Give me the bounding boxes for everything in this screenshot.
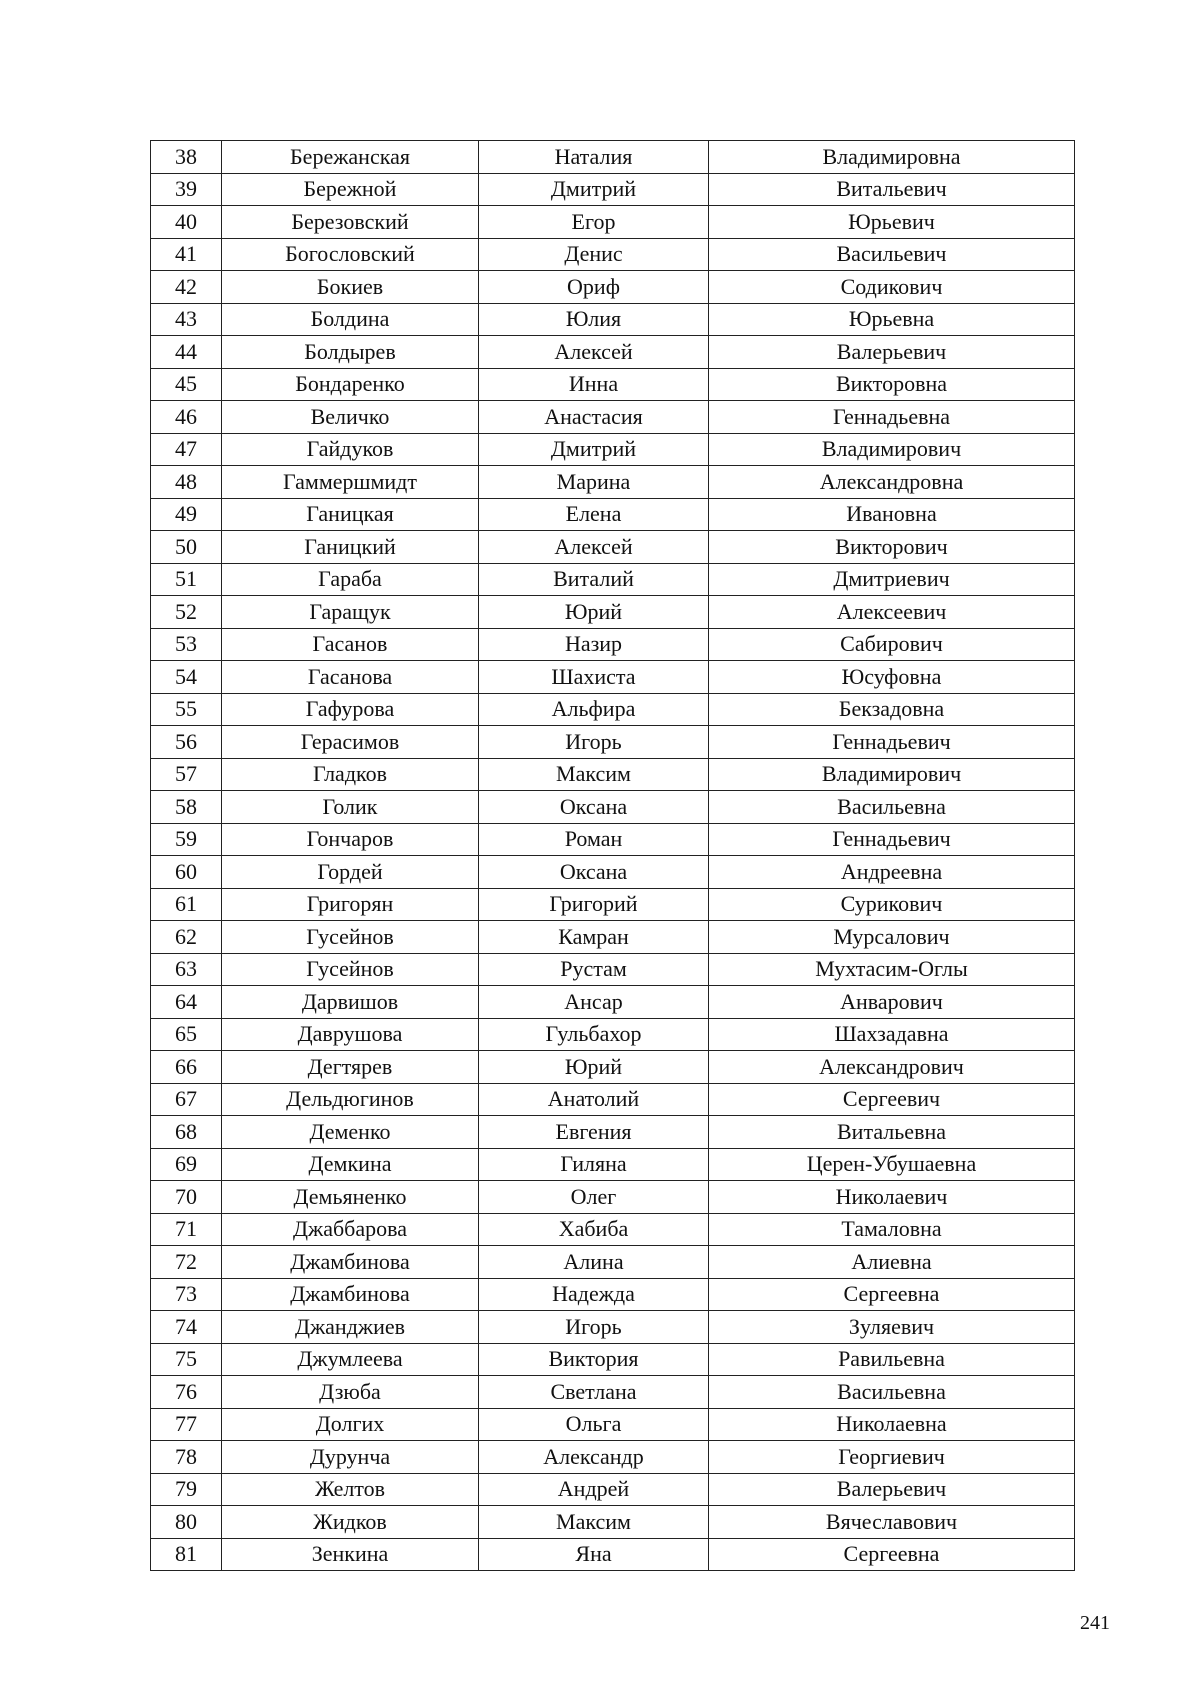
- table-row: [151, 1148, 1075, 1181]
- table-row: [151, 1473, 1075, 1506]
- last-name-cell: Болдина: [222, 303, 479, 336]
- last-name-cell: Болдырев: [222, 336, 479, 369]
- last-name-cell: Даврушова: [222, 1018, 479, 1051]
- table-row: [151, 303, 1075, 336]
- roster-table-body: [151, 141, 1075, 1571]
- patronymic-cell: Васильевна: [709, 791, 1075, 824]
- table-row: [151, 368, 1075, 401]
- patronymic-cell: Андреевна: [709, 856, 1075, 889]
- table-row: [151, 823, 1075, 856]
- patronymic-cell: Владимирович: [709, 433, 1075, 466]
- first-name-cell: Алина: [479, 1246, 709, 1279]
- last-name-cell: Гончаров: [222, 823, 479, 856]
- last-name-cell: Гусейнов: [222, 921, 479, 954]
- patronymic-cell: Шахзадавна: [709, 1018, 1075, 1051]
- first-name-cell: Шахиста: [479, 661, 709, 694]
- patronymic-cell: Сурикович: [709, 888, 1075, 921]
- last-name-cell: Джамбинова: [222, 1246, 479, 1279]
- last-name-cell: Дурунча: [222, 1441, 479, 1474]
- first-name-cell: Александр: [479, 1441, 709, 1474]
- first-name-cell: Юрий: [479, 596, 709, 629]
- last-name-cell: Гусейнов: [222, 953, 479, 986]
- patronymic-cell: Александрович: [709, 1051, 1075, 1084]
- patronymic-cell: Мурсалович: [709, 921, 1075, 954]
- table-row: [151, 206, 1075, 239]
- first-name-cell: Денис: [479, 238, 709, 271]
- patronymic-cell: Викторович: [709, 531, 1075, 564]
- first-name-cell: Игорь: [479, 726, 709, 759]
- table-row: [151, 953, 1075, 986]
- last-name-cell: Джамбинова: [222, 1278, 479, 1311]
- first-name-cell: Виталий: [479, 563, 709, 596]
- first-name-cell: Яна: [479, 1538, 709, 1571]
- patronymic-cell: Сергеевна: [709, 1538, 1075, 1571]
- first-name-cell: Надежда: [479, 1278, 709, 1311]
- row-number-cell: 60: [151, 856, 222, 889]
- first-name-cell: Назир: [479, 628, 709, 661]
- last-name-cell: Григорян: [222, 888, 479, 921]
- last-name-cell: Желтов: [222, 1473, 479, 1506]
- last-name-cell: Долгих: [222, 1408, 479, 1441]
- last-name-cell: Гасанова: [222, 661, 479, 694]
- row-number-cell: 76: [151, 1376, 222, 1409]
- row-number-cell: 64: [151, 986, 222, 1019]
- patronymic-cell: Тамаловна: [709, 1213, 1075, 1246]
- last-name-cell: Бережанская: [222, 141, 479, 174]
- first-name-cell: Оксана: [479, 856, 709, 889]
- table-row: [151, 1051, 1075, 1084]
- row-number-cell: 54: [151, 661, 222, 694]
- row-number-cell: 58: [151, 791, 222, 824]
- patronymic-cell: Валерьевич: [709, 336, 1075, 369]
- table-row: [151, 1311, 1075, 1344]
- row-number-cell: 39: [151, 173, 222, 206]
- row-number-cell: 69: [151, 1148, 222, 1181]
- row-number-cell: 51: [151, 563, 222, 596]
- patronymic-cell: Юрьевна: [709, 303, 1075, 336]
- last-name-cell: Гасанов: [222, 628, 479, 661]
- first-name-cell: Анастасия: [479, 401, 709, 434]
- row-number-cell: 61: [151, 888, 222, 921]
- table-row: [151, 758, 1075, 791]
- row-number-cell: 52: [151, 596, 222, 629]
- row-number-cell: 42: [151, 271, 222, 304]
- row-number-cell: 73: [151, 1278, 222, 1311]
- row-number-cell: 72: [151, 1246, 222, 1279]
- patronymic-cell: Сергеевна: [709, 1278, 1075, 1311]
- first-name-cell: Наталия: [479, 141, 709, 174]
- patronymic-cell: Викторовна: [709, 368, 1075, 401]
- table-row: [151, 921, 1075, 954]
- first-name-cell: Андрей: [479, 1473, 709, 1506]
- patronymic-cell: Бекзадовна: [709, 693, 1075, 726]
- first-name-cell: Алексей: [479, 336, 709, 369]
- table-row: [151, 563, 1075, 596]
- table-row: [151, 336, 1075, 369]
- row-number-cell: 67: [151, 1083, 222, 1116]
- patronymic-cell: Николаевич: [709, 1181, 1075, 1214]
- patronymic-cell: Геннадьевна: [709, 401, 1075, 434]
- last-name-cell: Демкина: [222, 1148, 479, 1181]
- table-row: [151, 271, 1075, 304]
- patronymic-cell: Дмитриевич: [709, 563, 1075, 596]
- first-name-cell: Евгения: [479, 1116, 709, 1149]
- first-name-cell: Марина: [479, 466, 709, 499]
- first-name-cell: Алексей: [479, 531, 709, 564]
- table-row: [151, 1278, 1075, 1311]
- patronymic-cell: Равильевна: [709, 1343, 1075, 1376]
- table-row: [151, 1083, 1075, 1116]
- last-name-cell: Голик: [222, 791, 479, 824]
- last-name-cell: Джумлеева: [222, 1343, 479, 1376]
- last-name-cell: Богословский: [222, 238, 479, 271]
- last-name-cell: Гладков: [222, 758, 479, 791]
- patronymic-cell: Вячеславович: [709, 1506, 1075, 1539]
- last-name-cell: Бережной: [222, 173, 479, 206]
- table-row: [151, 466, 1075, 499]
- last-name-cell: Бокиев: [222, 271, 479, 304]
- first-name-cell: Светлана: [479, 1376, 709, 1409]
- patronymic-cell: Витальевич: [709, 173, 1075, 206]
- table-row: [151, 628, 1075, 661]
- first-name-cell: Рустам: [479, 953, 709, 986]
- row-number-cell: 77: [151, 1408, 222, 1441]
- table-row: [151, 888, 1075, 921]
- first-name-cell: Ансар: [479, 986, 709, 1019]
- last-name-cell: Дзюба: [222, 1376, 479, 1409]
- row-number-cell: 38: [151, 141, 222, 174]
- first-name-cell: Гульбахор: [479, 1018, 709, 1051]
- patronymic-cell: Владимировна: [709, 141, 1075, 174]
- patronymic-cell: Сабирович: [709, 628, 1075, 661]
- table-row: [151, 1213, 1075, 1246]
- row-number-cell: 50: [151, 531, 222, 564]
- table-row: [151, 986, 1075, 1019]
- row-number-cell: 79: [151, 1473, 222, 1506]
- first-name-cell: Камран: [479, 921, 709, 954]
- table-row: [151, 1018, 1075, 1051]
- row-number-cell: 81: [151, 1538, 222, 1571]
- last-name-cell: Гордей: [222, 856, 479, 889]
- first-name-cell: Олег: [479, 1181, 709, 1214]
- row-number-cell: 53: [151, 628, 222, 661]
- first-name-cell: Максим: [479, 1506, 709, 1539]
- first-name-cell: Гиляна: [479, 1148, 709, 1181]
- first-name-cell: Оксана: [479, 791, 709, 824]
- row-number-cell: 43: [151, 303, 222, 336]
- last-name-cell: Демьяненко: [222, 1181, 479, 1214]
- row-number-cell: 68: [151, 1116, 222, 1149]
- first-name-cell: Роман: [479, 823, 709, 856]
- patronymic-cell: Юрьевич: [709, 206, 1075, 239]
- patronymic-cell: Зуляевич: [709, 1311, 1075, 1344]
- patronymic-cell: Николаевна: [709, 1408, 1075, 1441]
- last-name-cell: Деменко: [222, 1116, 479, 1149]
- row-number-cell: 44: [151, 336, 222, 369]
- patronymic-cell: Витальевна: [709, 1116, 1075, 1149]
- row-number-cell: 62: [151, 921, 222, 954]
- patronymic-cell: Геннадьевич: [709, 726, 1075, 759]
- first-name-cell: Юрий: [479, 1051, 709, 1084]
- patronymic-cell: Васильевна: [709, 1376, 1075, 1409]
- row-number-cell: 45: [151, 368, 222, 401]
- patronymic-cell: Содикович: [709, 271, 1075, 304]
- patronymic-cell: Васильевич: [709, 238, 1075, 271]
- first-name-cell: Хабиба: [479, 1213, 709, 1246]
- table-row: [151, 693, 1075, 726]
- last-name-cell: Гаммершмидт: [222, 466, 479, 499]
- last-name-cell: Величко: [222, 401, 479, 434]
- patronymic-cell: Валерьевич: [709, 1473, 1075, 1506]
- table-row: [151, 433, 1075, 466]
- table-row: [151, 791, 1075, 824]
- first-name-cell: Максим: [479, 758, 709, 791]
- table-row: [151, 498, 1075, 531]
- roster-table: [150, 140, 1075, 1571]
- row-number-cell: 49: [151, 498, 222, 531]
- first-name-cell: Инна: [479, 368, 709, 401]
- row-number-cell: 78: [151, 1441, 222, 1474]
- last-name-cell: Березовский: [222, 206, 479, 239]
- patronymic-cell: Георгиевич: [709, 1441, 1075, 1474]
- last-name-cell: Дарвишов: [222, 986, 479, 1019]
- row-number-cell: 40: [151, 206, 222, 239]
- row-number-cell: 75: [151, 1343, 222, 1376]
- last-name-cell: Ганицкая: [222, 498, 479, 531]
- first-name-cell: Юлия: [479, 303, 709, 336]
- patronymic-cell: Ивановна: [709, 498, 1075, 531]
- row-number-cell: 41: [151, 238, 222, 271]
- patronymic-cell: Церен-Убушаевна: [709, 1148, 1075, 1181]
- last-name-cell: Зенкина: [222, 1538, 479, 1571]
- table-row: [151, 1441, 1075, 1474]
- table-row: [151, 726, 1075, 759]
- row-number-cell: 71: [151, 1213, 222, 1246]
- first-name-cell: Елена: [479, 498, 709, 531]
- last-name-cell: Герасимов: [222, 726, 479, 759]
- last-name-cell: Жидков: [222, 1506, 479, 1539]
- row-number-cell: 63: [151, 953, 222, 986]
- last-name-cell: Дельдюгинов: [222, 1083, 479, 1116]
- patronymic-cell: Анварович: [709, 986, 1075, 1019]
- table-row: [151, 401, 1075, 434]
- first-name-cell: Анатолий: [479, 1083, 709, 1116]
- row-number-cell: 65: [151, 1018, 222, 1051]
- patronymic-cell: Александровна: [709, 466, 1075, 499]
- last-name-cell: Гафурова: [222, 693, 479, 726]
- table-row: [151, 856, 1075, 889]
- table-row: [151, 238, 1075, 271]
- row-number-cell: 57: [151, 758, 222, 791]
- patronymic-cell: Сергеевич: [709, 1083, 1075, 1116]
- row-number-cell: 46: [151, 401, 222, 434]
- row-number-cell: 56: [151, 726, 222, 759]
- table-row: [151, 1408, 1075, 1441]
- row-number-cell: 70: [151, 1181, 222, 1214]
- table-row: [151, 1376, 1075, 1409]
- page-number: 241: [1080, 1612, 1110, 1634]
- first-name-cell: Альфира: [479, 693, 709, 726]
- table-row: [151, 531, 1075, 564]
- first-name-cell: Дмитрий: [479, 433, 709, 466]
- first-name-cell: Дмитрий: [479, 173, 709, 206]
- last-name-cell: Гайдуков: [222, 433, 479, 466]
- last-name-cell: Гаращук: [222, 596, 479, 629]
- first-name-cell: Ольга: [479, 1408, 709, 1441]
- row-number-cell: 59: [151, 823, 222, 856]
- first-name-cell: Григорий: [479, 888, 709, 921]
- patronymic-cell: Юсуфовна: [709, 661, 1075, 694]
- last-name-cell: Джанджиев: [222, 1311, 479, 1344]
- table-row: [151, 173, 1075, 206]
- last-name-cell: Гараба: [222, 563, 479, 596]
- patronymic-cell: Алексеевич: [709, 596, 1075, 629]
- table-row: [151, 141, 1075, 174]
- patronymic-cell: Геннадьевич: [709, 823, 1075, 856]
- row-number-cell: 47: [151, 433, 222, 466]
- first-name-cell: Игорь: [479, 1311, 709, 1344]
- first-name-cell: Егор: [479, 206, 709, 239]
- patronymic-cell: Владимирович: [709, 758, 1075, 791]
- table-row: [151, 1506, 1075, 1539]
- table-row: [151, 596, 1075, 629]
- row-number-cell: 48: [151, 466, 222, 499]
- table-row: [151, 1538, 1075, 1571]
- row-number-cell: 55: [151, 693, 222, 726]
- row-number-cell: 66: [151, 1051, 222, 1084]
- first-name-cell: Виктория: [479, 1343, 709, 1376]
- patronymic-cell: Мухтасим-Оглы: [709, 953, 1075, 986]
- table-row: [151, 661, 1075, 694]
- table-row: [151, 1343, 1075, 1376]
- last-name-cell: Дегтярев: [222, 1051, 479, 1084]
- patronymic-cell: Алиевна: [709, 1246, 1075, 1279]
- table-row: [151, 1116, 1075, 1149]
- first-name-cell: Ориф: [479, 271, 709, 304]
- table-row: [151, 1246, 1075, 1279]
- row-number-cell: 74: [151, 1311, 222, 1344]
- last-name-cell: Бондаренко: [222, 368, 479, 401]
- row-number-cell: 80: [151, 1506, 222, 1539]
- last-name-cell: Джаббарова: [222, 1213, 479, 1246]
- table-row: [151, 1181, 1075, 1214]
- last-name-cell: Ганицкий: [222, 531, 479, 564]
